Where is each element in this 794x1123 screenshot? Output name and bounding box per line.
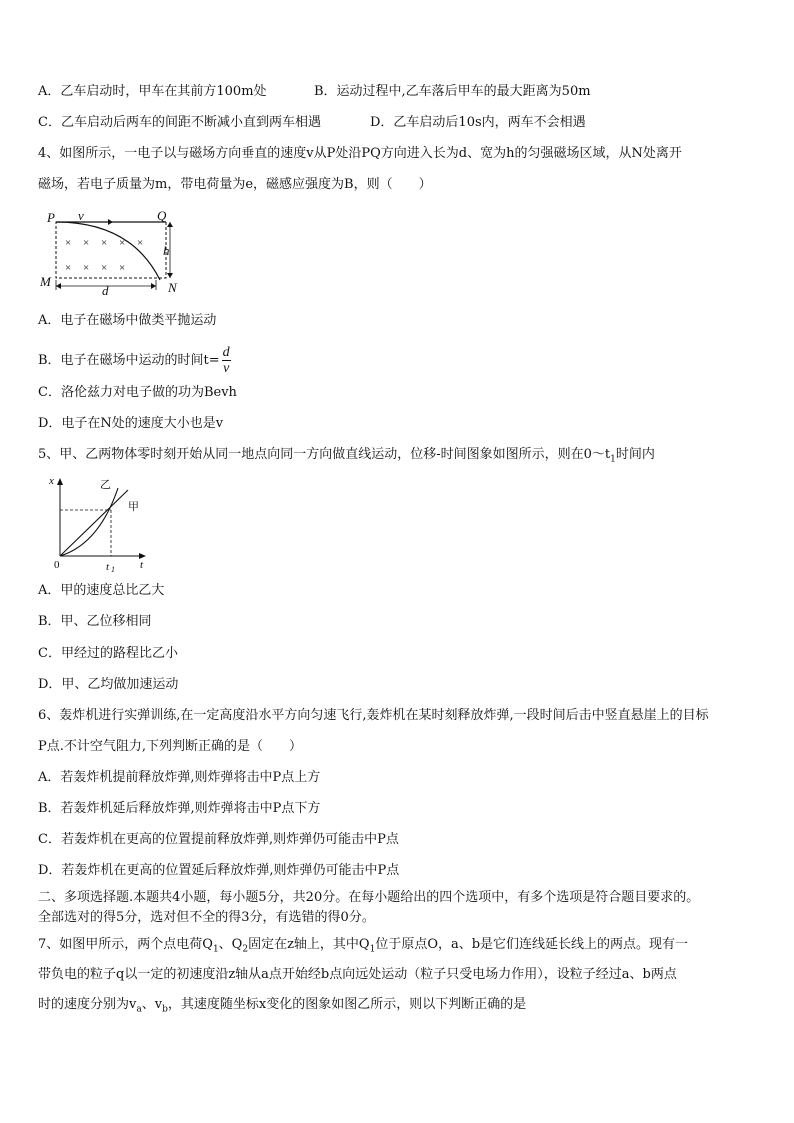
fraction-numerator: d [222,345,230,360]
q5-option-b: B．甲、乙位移相同 [38,614,152,629]
q4-stem-line2: 磁场，若电子质量为m，带电荷量为e，磁感应强度为B，则（ ） [38,177,432,192]
cross-mark: × [119,262,126,274]
q5-stem [38,446,655,469]
q6-stem-line2: P点.不计空气阻力,下列判断正确的是（ ） [38,739,303,754]
q4-option-a: A．电子在磁场中做类平抛运动 [38,313,217,328]
q7-text: 固定在z轴上，其中Q [248,937,370,952]
q4-fraction [222,345,231,376]
tick-t1: t [106,561,110,572]
label-d: d [102,283,109,298]
q7-subscript: 2 [242,944,249,955]
tick-t1-subscript: 1 [111,565,115,572]
q5-position-time-graph [44,472,154,572]
section2-line1: 二、多项选择题.本题共4小题，每小题5分，共20分。在每小题给出的四个选项中，有多个选项是符合题目要求的。 [38,890,700,905]
axis-label-t: t [140,559,144,571]
q3-option-d: D．乙车启动后10s内，两车不会相遇 [370,115,586,130]
q7-text: 、Q [218,937,243,952]
q7-text: 、v [141,997,163,1012]
cross-mark: × [101,262,108,274]
q7-text: 位于原点O，a、b是它们连线延长线上的两点。现有一 [375,937,689,952]
q5-stem-text: 5、甲、乙两物体零时刻开始从同一地点向同一方向做直线运动，位移-时间图象如图所示，则在0～t [38,447,611,462]
label-m: M [40,274,51,289]
q6-option-c: C．若轰炸机在更高的位置提前释放炸弹,则炸弹仍可能击中P点 [38,832,399,847]
q4-option-d: D．电子在N处的速度大小也是v [38,416,224,431]
cross-mark: × [119,237,126,249]
q4-option-b-text: B．电子在磁场中运动的时间t= [38,353,220,368]
label-p: P [47,210,55,225]
q7-subscript: b [162,1004,168,1015]
section2-line2: 全部选对的得5分，选对但不全的得3分，有选错的得0分。 [38,910,375,925]
q6-option-a: A．若轰炸机提前释放炸弹,则炸弹将击中P点上方 [38,770,321,785]
cross-mark: × [83,262,90,274]
q5-option-a: A．甲的速度总比乙大 [38,583,165,598]
q7-stem-line2: 带负电的粒子q以一定的初速度沿z轴从a点开始经b点向远处运动（粒子只受电场力作用），设粒子经过a、b两点 [38,967,677,982]
q7-subscript: 1 [369,944,376,955]
label-q: Q [157,208,167,223]
q5-option-c: C．甲经过的路程比乙小 [38,646,178,661]
label-n: N [168,280,177,295]
q4-stem-line1: 4、如图所示，一电子以与磁场方向垂直的速度v从P处沿PQ方向进入长为d、宽为h的匀强磁场区域，从N处离开 [38,146,682,161]
cross-mark: × [83,237,90,249]
q7-text: 时的速度分别为v [38,997,137,1012]
q6-stem-line1: 6、轰炸机进行实弹训练,在一定高度沿水平方向匀速飞行,轰炸机在某时刻释放炸弹,一段时间后击中竖直悬崖上的目标 [38,708,709,723]
q5-option-d: D．甲、乙均做加速运动 [38,677,179,692]
q6-option-d: D．若轰炸机在更高的位置延后释放炸弹,则炸弹仍可能击中P点 [38,863,400,878]
q4-option-b [38,345,231,376]
q7-stem-line1 [38,936,688,959]
q7-stem-line3 [38,996,526,1019]
label-h: h [163,243,170,258]
q4-option-c: C．洛伦兹力对电子做的功为Bevh [38,385,237,400]
cross-mark: × [137,237,144,249]
cross-mark: × [65,237,72,249]
cross-mark: × [101,237,108,249]
cross-mark: × [65,262,72,274]
q7-text: ，其速度随坐标x变化的图象如图乙所示，则以下判断正确的是 [167,997,527,1012]
q4-magnetic-field-figure [36,208,186,300]
fraction-denominator: v [223,361,230,376]
curve-label-yi: 乙 [100,479,111,491]
label-v: v [78,208,84,223]
axis-label-x: x [49,475,54,487]
origin-label: 0 [54,559,60,571]
q7-subscript: a [136,1004,142,1015]
q7-subscript: 1 [212,944,219,955]
q7-text: 7、如图甲所示，两个点电荷Q [38,937,213,952]
q3-option-b: B．运动过程中,乙车落后甲车的最大距离为50m [314,84,591,99]
q6-option-b: B．若轰炸机延后释放炸弹,则炸弹将击中P点下方 [38,801,321,816]
q5-stem-subscript: 1 [610,454,616,465]
q5-stem-tail: 时间内 [615,447,655,462]
q3-option-a: A．乙车启动时，甲车在其前方100m处 [38,84,267,99]
q3-option-c: C．乙车启动后两车的间距不断减小直到两车相遇 [38,115,321,130]
line-label-jia: 甲 [128,501,139,513]
